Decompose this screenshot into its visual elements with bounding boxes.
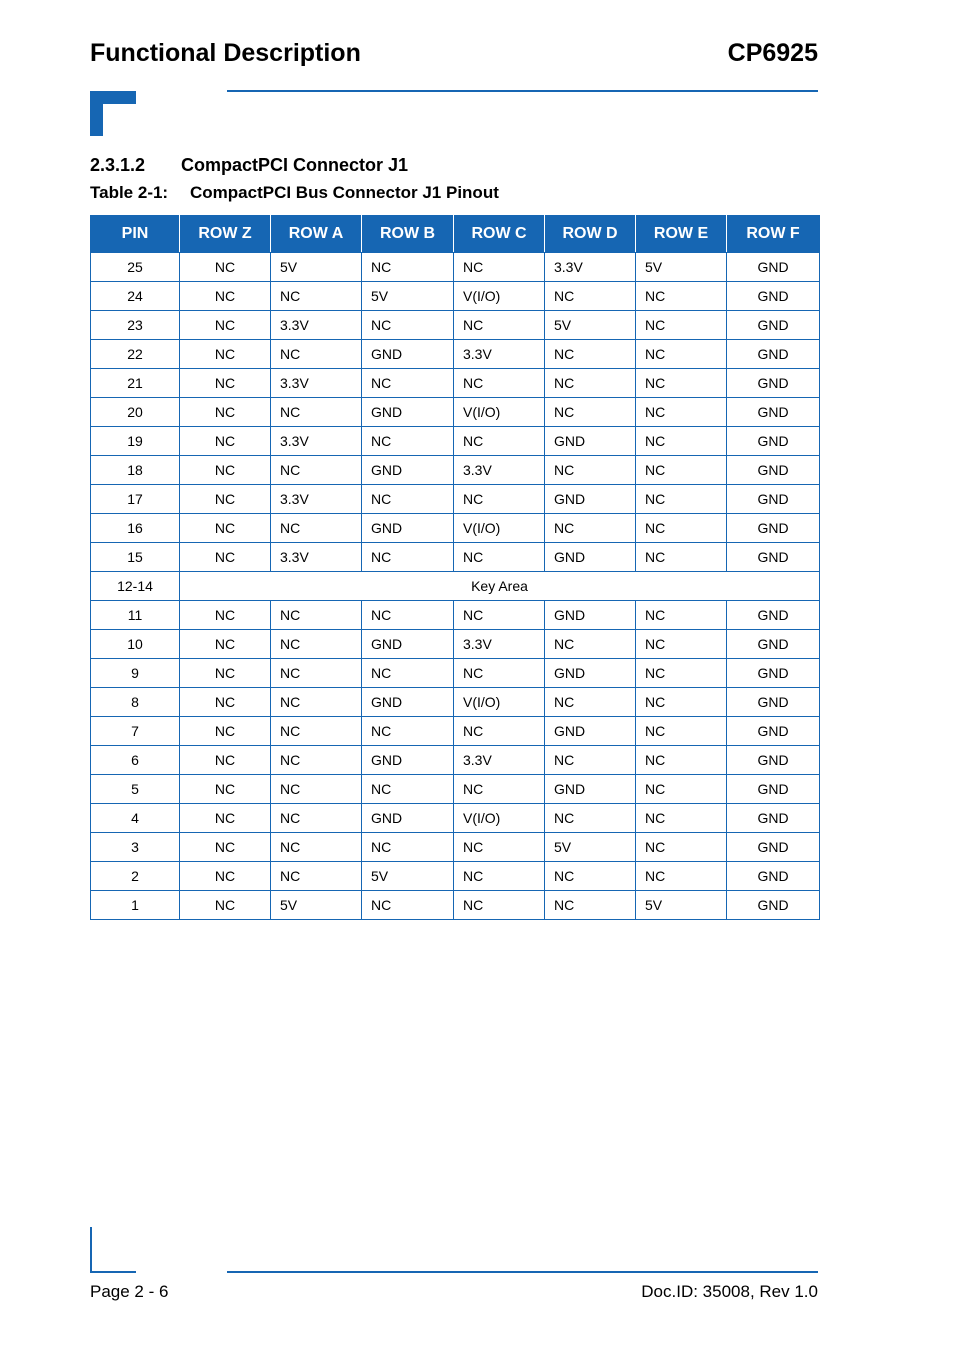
table-cell: 1 <box>91 891 180 920</box>
table-cell: NC <box>636 340 727 369</box>
table-cell: NC <box>454 891 545 920</box>
corner-bracket-top <box>90 91 136 137</box>
table-cell: GND <box>727 601 820 630</box>
header-rule <box>227 90 818 92</box>
section-title: CompactPCI Connector J1 <box>181 155 409 175</box>
table-cell: GND <box>727 543 820 572</box>
table-cell: NC <box>454 485 545 514</box>
table-cell: GND <box>545 485 636 514</box>
table-row <box>91 340 820 369</box>
table-cell: GND <box>727 456 820 485</box>
table-cell: NC <box>636 688 727 717</box>
table-cell: NC <box>271 746 362 775</box>
table-cell: NC <box>271 340 362 369</box>
table-cell: NC <box>636 862 727 891</box>
pinout-table <box>90 215 820 920</box>
table-cell: NC <box>180 514 271 543</box>
page-header-title: Functional Description <box>90 39 361 67</box>
table-cell: 6 <box>91 746 180 775</box>
table-row <box>91 601 820 630</box>
table-cell: GND <box>727 833 820 862</box>
table-cell: NC <box>454 601 545 630</box>
table-cell: NC <box>271 630 362 659</box>
page-header-product: CP6925 <box>727 39 818 67</box>
table-row <box>91 659 820 688</box>
table-cell: NC <box>362 543 454 572</box>
table-cell: 23 <box>91 311 180 340</box>
table-cell: GND <box>362 456 454 485</box>
table-cell: GND <box>727 427 820 456</box>
table-cell: GND <box>727 253 820 282</box>
table-cell: NC <box>636 311 727 340</box>
table-cell: GND <box>362 398 454 427</box>
table-cell: NC <box>636 543 727 572</box>
table-cell: 5V <box>636 253 727 282</box>
table-cell: NC <box>454 833 545 862</box>
table-cell: GND <box>362 340 454 369</box>
table-cell: NC <box>636 804 727 833</box>
table-cell: NC <box>362 659 454 688</box>
table-cell: 5V <box>636 891 727 920</box>
table-cell: NC <box>271 775 362 804</box>
table-cell: 3.3V <box>545 253 636 282</box>
table-cell: 3.3V <box>271 543 362 572</box>
column-header: ROW A <box>271 216 362 253</box>
table-cell: NC <box>180 630 271 659</box>
table-cell: 5V <box>545 311 636 340</box>
table-cell: NC <box>545 688 636 717</box>
table-cell: NC <box>362 601 454 630</box>
table-cell: NC <box>454 659 545 688</box>
table-cell: 17 <box>91 485 180 514</box>
page-number: Page 2 - 6 <box>90 1282 169 1301</box>
table-cell: 3.3V <box>271 485 362 514</box>
table-cell: 20 <box>91 398 180 427</box>
table-row <box>91 311 820 340</box>
table-cell: 3.3V <box>271 427 362 456</box>
table-cell: GND <box>545 659 636 688</box>
table-cell: NC <box>454 369 545 398</box>
table-cell: 24 <box>91 282 180 311</box>
table-cell: NC <box>180 833 271 862</box>
table-cell: NC <box>180 717 271 746</box>
table-row <box>91 514 820 543</box>
table-cell: NC <box>271 514 362 543</box>
table-cell: NC <box>545 340 636 369</box>
table-cell: 25 <box>91 253 180 282</box>
table-cell: NC <box>362 775 454 804</box>
table-cell: NC <box>636 369 727 398</box>
table-cell: NC <box>362 311 454 340</box>
table-cell: NC <box>271 717 362 746</box>
table-cell: V(I/O) <box>454 282 545 311</box>
table-cell: 7 <box>91 717 180 746</box>
table-cell: NC <box>271 398 362 427</box>
table-cell: 18 <box>91 456 180 485</box>
table-cell: NC <box>271 862 362 891</box>
table-cell: NC <box>636 717 727 746</box>
table-row <box>91 398 820 427</box>
section-number: 2.3.1.2 <box>90 155 146 175</box>
table-cell: 3.3V <box>271 369 362 398</box>
table-cell: 2 <box>91 862 180 891</box>
table-cell: NC <box>180 369 271 398</box>
column-header: ROW B <box>362 216 454 253</box>
table-cell: 5V <box>271 253 362 282</box>
table-cell: 5 <box>91 775 180 804</box>
table-cell: V(I/O) <box>454 398 545 427</box>
table-cell: GND <box>545 717 636 746</box>
table-cell: V(I/O) <box>454 804 545 833</box>
column-header: ROW F <box>727 216 820 253</box>
table-cell: 5V <box>271 891 362 920</box>
table-cell: GND <box>545 543 636 572</box>
table-row <box>91 688 820 717</box>
table-cell: GND <box>727 717 820 746</box>
table-cell: GND <box>727 630 820 659</box>
table-cell: NC <box>545 746 636 775</box>
table-cell: GND <box>727 485 820 514</box>
table-cell: NC <box>180 891 271 920</box>
table-cell: NC <box>362 253 454 282</box>
table-cell: GND <box>362 746 454 775</box>
table-cell: NC <box>362 891 454 920</box>
table-cell: NC <box>362 717 454 746</box>
table-row <box>91 891 820 920</box>
table-cell: NC <box>180 485 271 514</box>
table-row <box>91 282 820 311</box>
table-cell: NC <box>454 543 545 572</box>
table-cell: 11 <box>91 601 180 630</box>
table-cell: 3.3V <box>454 630 545 659</box>
table-cell: GND <box>362 630 454 659</box>
table-cell: NC <box>636 659 727 688</box>
table-cell: NC <box>454 775 545 804</box>
table-cell: GND <box>545 775 636 804</box>
table-cell: GND <box>727 862 820 891</box>
table-cell: NC <box>545 456 636 485</box>
table-cell: NC <box>545 369 636 398</box>
table-row <box>91 862 820 891</box>
table-cell: NC <box>636 775 727 804</box>
table-cell: 3 <box>91 833 180 862</box>
table-row <box>91 369 820 398</box>
footer-rule <box>227 1271 818 1273</box>
table-cell: NC <box>636 833 727 862</box>
table-cell: 3.3V <box>454 456 545 485</box>
table-cell: NC <box>180 456 271 485</box>
table-cell: NC <box>636 456 727 485</box>
table-row <box>91 775 820 804</box>
table-cell: NC <box>636 485 727 514</box>
table-cell: 10 <box>91 630 180 659</box>
table-row <box>91 427 820 456</box>
table-body <box>91 253 820 920</box>
table-cell: GND <box>362 514 454 543</box>
table-cell: NC <box>362 369 454 398</box>
table-header-row <box>91 216 820 253</box>
table-cell: 8 <box>91 688 180 717</box>
table-cell: 15 <box>91 543 180 572</box>
table-cell: NC <box>454 253 545 282</box>
table-cell: 3.3V <box>454 746 545 775</box>
table-row <box>91 630 820 659</box>
table-cell: GND <box>727 804 820 833</box>
table-cell: GND <box>727 369 820 398</box>
column-header: ROW C <box>454 216 545 253</box>
table-cell: 3.3V <box>454 340 545 369</box>
table-cell: V(I/O) <box>454 688 545 717</box>
table-cell: NC <box>636 427 727 456</box>
table-cell: NC <box>180 659 271 688</box>
table-cell: NC <box>271 804 362 833</box>
table-cell: NC <box>545 282 636 311</box>
table-cell: GND <box>727 398 820 427</box>
column-header: ROW D <box>545 216 636 253</box>
table-cell: GND <box>727 340 820 369</box>
table-cell: NC <box>180 398 271 427</box>
table-row <box>91 572 820 601</box>
table-cell: NC <box>636 282 727 311</box>
table-cell: GND <box>727 311 820 340</box>
table-row <box>91 746 820 775</box>
column-header: ROW E <box>636 216 727 253</box>
table-cell: NC <box>545 804 636 833</box>
table-cell: NC <box>454 862 545 891</box>
table-cell: 21 <box>91 369 180 398</box>
table-cell: NC <box>180 804 271 833</box>
table-cell: NC <box>271 688 362 717</box>
table-cell: 9 <box>91 659 180 688</box>
table-cell: GND <box>362 688 454 717</box>
table-cell: NC <box>362 485 454 514</box>
table-cell: NC <box>271 456 362 485</box>
table-cell: V(I/O) <box>454 514 545 543</box>
table-row <box>91 804 820 833</box>
table-row <box>91 456 820 485</box>
table-row <box>91 833 820 862</box>
table-cell: GND <box>545 601 636 630</box>
table-cell: NC <box>545 630 636 659</box>
table-cell: NC <box>271 282 362 311</box>
table-cell: NC <box>545 398 636 427</box>
table-cell: NC <box>454 717 545 746</box>
table-cell: GND <box>727 746 820 775</box>
table-cell: NC <box>180 775 271 804</box>
table-cell: NC <box>545 862 636 891</box>
table-cell: NC <box>362 833 454 862</box>
table-row <box>91 543 820 572</box>
table-cell: NC <box>271 833 362 862</box>
table-caption <box>90 182 499 204</box>
table-cell: 19 <box>91 427 180 456</box>
table-cell: NC <box>180 862 271 891</box>
table-cell: NC <box>180 282 271 311</box>
table-cell: 22 <box>91 340 180 369</box>
column-header: ROW Z <box>180 216 271 253</box>
table-cell: NC <box>636 398 727 427</box>
table-cell: NC <box>271 659 362 688</box>
table-cell: GND <box>727 514 820 543</box>
table-cell: 3.3V <box>271 311 362 340</box>
table-cell: 5V <box>362 282 454 311</box>
corner-bracket-bottom <box>90 1227 136 1273</box>
table-cell: NC <box>180 688 271 717</box>
table-cell: 5V <box>362 862 454 891</box>
table-cell: NC <box>180 253 271 282</box>
section-heading <box>90 153 408 177</box>
table-cell: GND <box>727 775 820 804</box>
table-cell: NC <box>545 514 636 543</box>
key-area-cell: Key Area <box>180 572 820 601</box>
table-cell: NC <box>636 601 727 630</box>
table-cell: GND <box>727 891 820 920</box>
table-cell: NC <box>454 427 545 456</box>
table-cell: NC <box>180 427 271 456</box>
table-caption-label: Table 2-1: <box>90 183 169 202</box>
table-cell: GND <box>727 282 820 311</box>
table-caption-title: CompactPCI Bus Connector J1 Pinout <box>190 183 499 202</box>
table-row <box>91 717 820 746</box>
table-cell: GND <box>727 688 820 717</box>
table-cell: NC <box>636 514 727 543</box>
table-cell: NC <box>180 340 271 369</box>
table-cell: NC <box>180 543 271 572</box>
table-cell: NC <box>636 630 727 659</box>
table-row <box>91 485 820 514</box>
table-cell: GND <box>727 659 820 688</box>
document-id: Doc.ID: 35008, Rev 1.0 <box>641 1282 818 1301</box>
table-cell: 5V <box>545 833 636 862</box>
table-cell: NC <box>271 601 362 630</box>
table-cell: 12-14 <box>91 572 180 601</box>
table-cell: NC <box>180 311 271 340</box>
table-cell: 4 <box>91 804 180 833</box>
table-cell: GND <box>362 804 454 833</box>
table-cell: GND <box>545 427 636 456</box>
table-cell: NC <box>545 891 636 920</box>
column-header: PIN <box>91 216 180 253</box>
table-cell: NC <box>636 746 727 775</box>
table-cell: NC <box>362 427 454 456</box>
table-cell: NC <box>454 311 545 340</box>
table-row <box>91 253 820 282</box>
table-cell: NC <box>180 746 271 775</box>
table-cell: 16 <box>91 514 180 543</box>
table-cell: NC <box>180 601 271 630</box>
